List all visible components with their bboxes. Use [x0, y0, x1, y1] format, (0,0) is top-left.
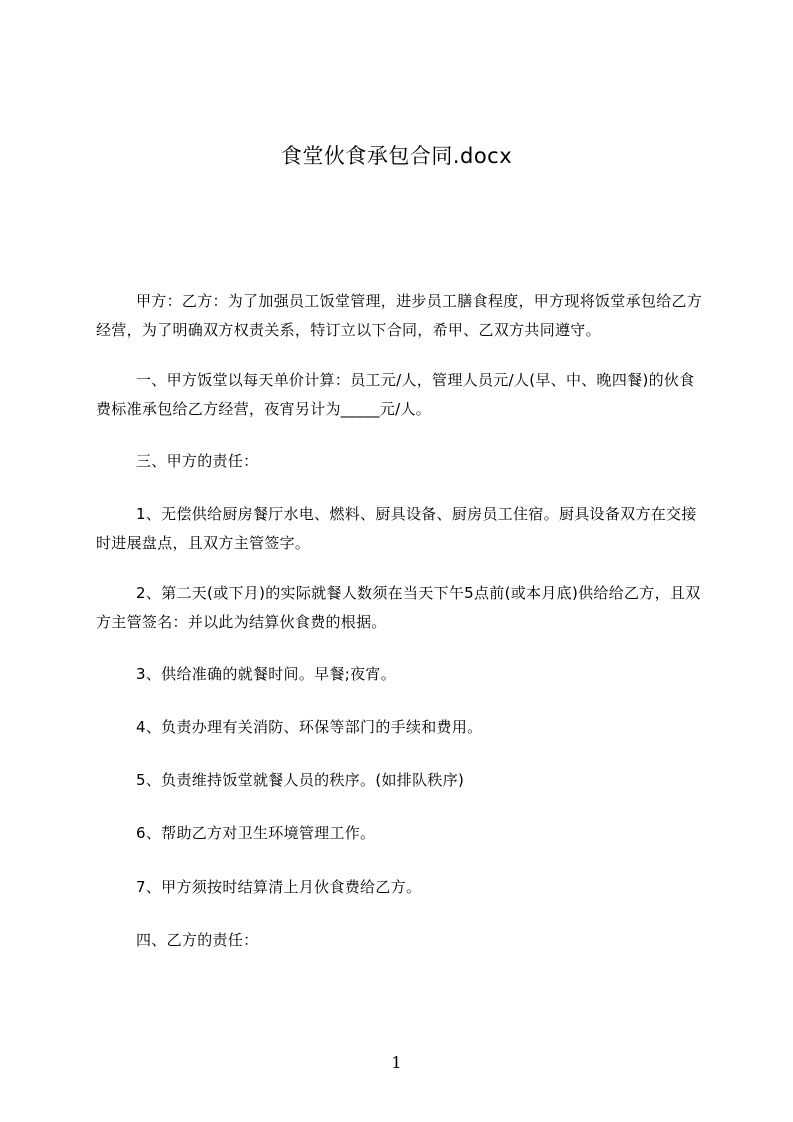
paragraph-party-a-item-1: 1、无偿供给厨房餐厅水电、燃料、厨具设备、厨房员工住宿。厨具设备双方在交接时进展盘点，且双方主管签字。 [96, 505, 697, 552]
paragraph-party-a-heading: 三、甲方的责任： [136, 452, 259, 470]
paragraph-party-a-item-2: 2、第二天(或下月)的实际就餐人数须在当天下午5点前(或本月底)供给给乙方，且双方主管签名：并以此为结算伙食费的根据。 [96, 584, 701, 631]
paragraph-party-a-item-7: 7、甲方须按时结算清上月伙食费给乙方。 [136, 878, 422, 896]
paragraph-party-a-item-4: 4、负责办理有关消防、环保等部门的手续和费用。 [136, 718, 483, 736]
paragraph-party-a-item-6: 6、帮助乙方对卫生环境管理工作。 [136, 824, 376, 842]
paragraph-intro: 甲方：乙方：为了加强员工饭堂管理，进步员工膳食程度，甲方现将饭堂承包给乙方经营，为了明确双方权责关系，特订立以下合同，希甲、乙双方共同遵守。 [96, 292, 703, 339]
paragraph-party-b-heading: 四、乙方的责任： [136, 931, 259, 949]
paragraph-party-a-item-3: 3、供给准确的就餐时间。早餐;夜宵。 [136, 665, 396, 683]
paragraph-clause-1: 一、甲方饭堂以每天单价计算：员工元/人，管理人员元/人(早、中、晚四餐)的伙食费标准承包给乙方经营，夜宵另计为_____元/人。 [96, 371, 695, 418]
paragraph-party-a-item-5: 5、负责维持饭堂就餐人员的秩序。(如排队秩序) [136, 771, 465, 789]
document-title: 食堂伙食承包合同.docx [280, 144, 513, 168]
page-number: 1 [391, 1053, 402, 1072]
